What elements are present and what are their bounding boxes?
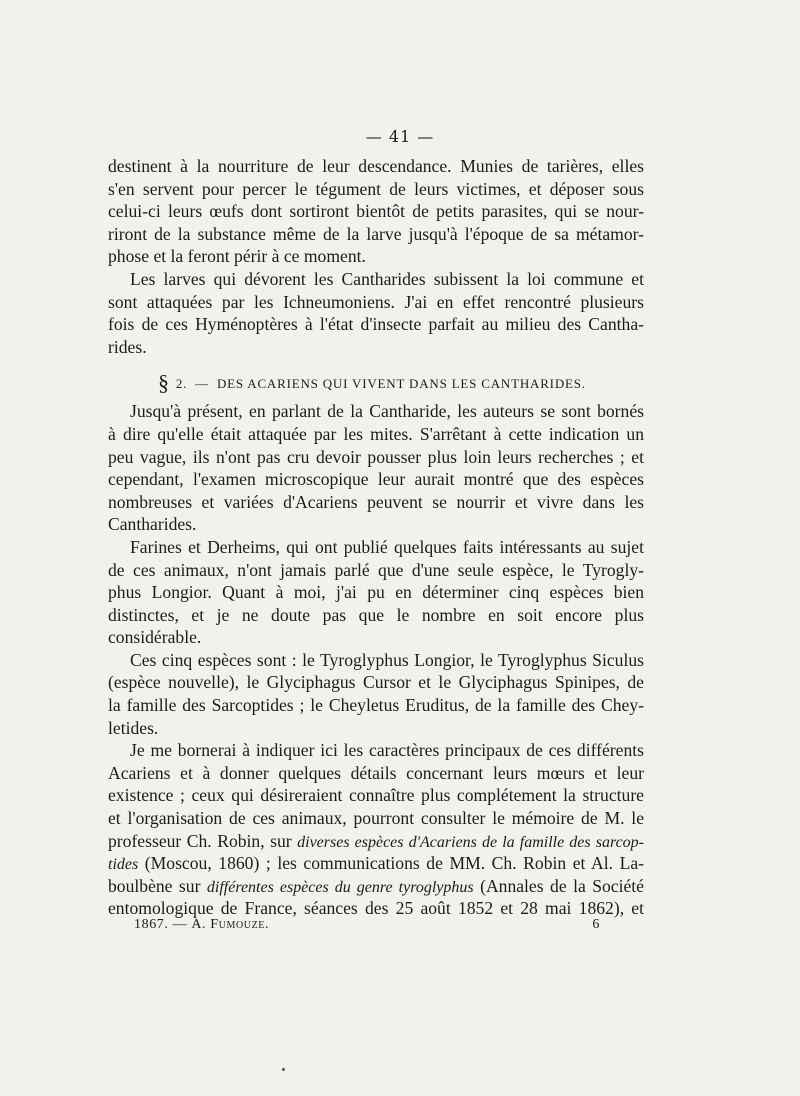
text-line: Jusqu'à présent, en parlant de la Cantharide, les auteurs se sont bornés [130, 401, 644, 422]
paragraph-5 [108, 649, 644, 739]
section-number: 2. [175, 376, 188, 392]
text-line [108, 852, 644, 875]
text-line: Acariens et à donner quelques détails concernant leurs mœurs et leur [108, 762, 644, 783]
text-line: et l'organisation de ces animaux, pourront consulter le mémoire de M. le [108, 808, 644, 829]
text-line: entomologique de France, séances des 25 août 1852 et 28 mai 1862), et [108, 898, 644, 919]
italic-title: diverses espèces d'Acariens de la famille des sarcop- [297, 833, 644, 851]
text-line: s'en servent pour percer le tégument de leurs victimes, et déposer sous [108, 178, 644, 199]
italic-title: différentes espèces du genre tyroglyphus [206, 878, 474, 896]
footer-dash: — [172, 917, 188, 932]
text-line: à dire qu'elle était attaquée par les mites. S'arrêtant à cette indication un [108, 423, 644, 444]
text-line: Ces cinq espèces sont : le Tyroglyphus Longior, le Tyroglyphus Siculus [130, 649, 644, 670]
page-footer [134, 917, 600, 933]
section-sign: § [158, 370, 170, 396]
page-number: — 41 — [365, 127, 435, 146]
section-dash: — [195, 376, 209, 392]
text-line [108, 830, 644, 853]
text-line: rides. [108, 336, 147, 357]
italic-title: tides [108, 856, 139, 874]
text-line [108, 875, 644, 898]
text-line: Je me bornerai à indiquer ici les caractères principaux de ces différents [130, 740, 644, 761]
footer-imprint [134, 917, 269, 933]
text-line: peu vague, ils n'ont pas cru devoir pousser plus loin leurs recherches ; et [108, 446, 644, 467]
text-run: boulbène sur [108, 875, 207, 896]
paragraph-1 [108, 155, 644, 268]
body-text [108, 155, 644, 920]
paragraph-4 [108, 536, 644, 649]
text-line: fois de ces Hyménoptères à l'état d'insecte parfait au milieu des Cantha- [108, 314, 644, 335]
footer-year: 1867. [134, 917, 169, 932]
text-line: Les larves qui dévorent les Cantharides subissent la loi commune et [130, 268, 644, 289]
text-line: nombreuses et variées d'Acariens peuvent se nourrir et vivre dans les [108, 491, 644, 512]
paragraph-6 [108, 739, 644, 920]
text-run: (Moscou, 1860) ; les communications de MM. Ch. Robin et Al. La- [138, 853, 644, 874]
text-line: cependant, l'examen microscopique leur aurait montré que des espèces [108, 469, 644, 490]
text-line: existence ; ceux qui désireraient connaître plus complétement la structure [108, 785, 644, 806]
text-line: destinent à la nourriture de leur descendance. Munies de tarières, elles [108, 156, 644, 176]
text-line: letides. [108, 717, 159, 738]
text-line: phose et la feront périr à ce moment. [108, 246, 366, 267]
text-line: la famille des Sarcoptides ; le Cheyletus Eruditus, de la famille des Chey- [108, 695, 644, 716]
text-line: phus Longior. Quant à moi, j'ai pu en déterminer cinq espèces bien [108, 582, 644, 603]
ink-speck [282, 1068, 285, 1071]
text-line: sont attaquées par les Ichneumoniens. J'ai en effet rencontré plusieurs [108, 291, 644, 312]
text-line: distinctes, et je ne doute pas que le nombre en soit encore plus [108, 604, 644, 625]
text-run: (Annales de la Société [473, 875, 644, 896]
text-line: Farines et Derheims, qui ont publié quelques faits intéressants au sujet [130, 536, 644, 557]
text-line: de ces animaux, n'ont jamais parlé que d'une seule espèce, le Tyrogly- [108, 559, 644, 580]
text-line: riront de la substance même de la larve jusqu'à l'époque de sa métamor- [108, 223, 644, 244]
paragraph-2 [108, 268, 644, 358]
text-line: (espèce nouvelle), le Glyciphagus Cursor et le Glyciphagus Spinipes, de [108, 672, 644, 693]
text-run: professeur Ch. Robin, sur [108, 830, 298, 851]
section-heading [108, 358, 644, 400]
paragraph-3 [108, 400, 644, 536]
section-title: DES ACARIENS QUI VIVENT DANS LES CANTHARIDES. [216, 376, 586, 392]
text-line: celui-ci leurs œufs dont sortiront bientôt de petits parasites, qui se nour- [108, 201, 644, 222]
text-line: Cantharides. [108, 514, 197, 535]
footer-author: A. Fumouze. [191, 917, 270, 932]
signature-mark: 6 [592, 917, 600, 932]
text-line: considérable. [108, 627, 202, 648]
